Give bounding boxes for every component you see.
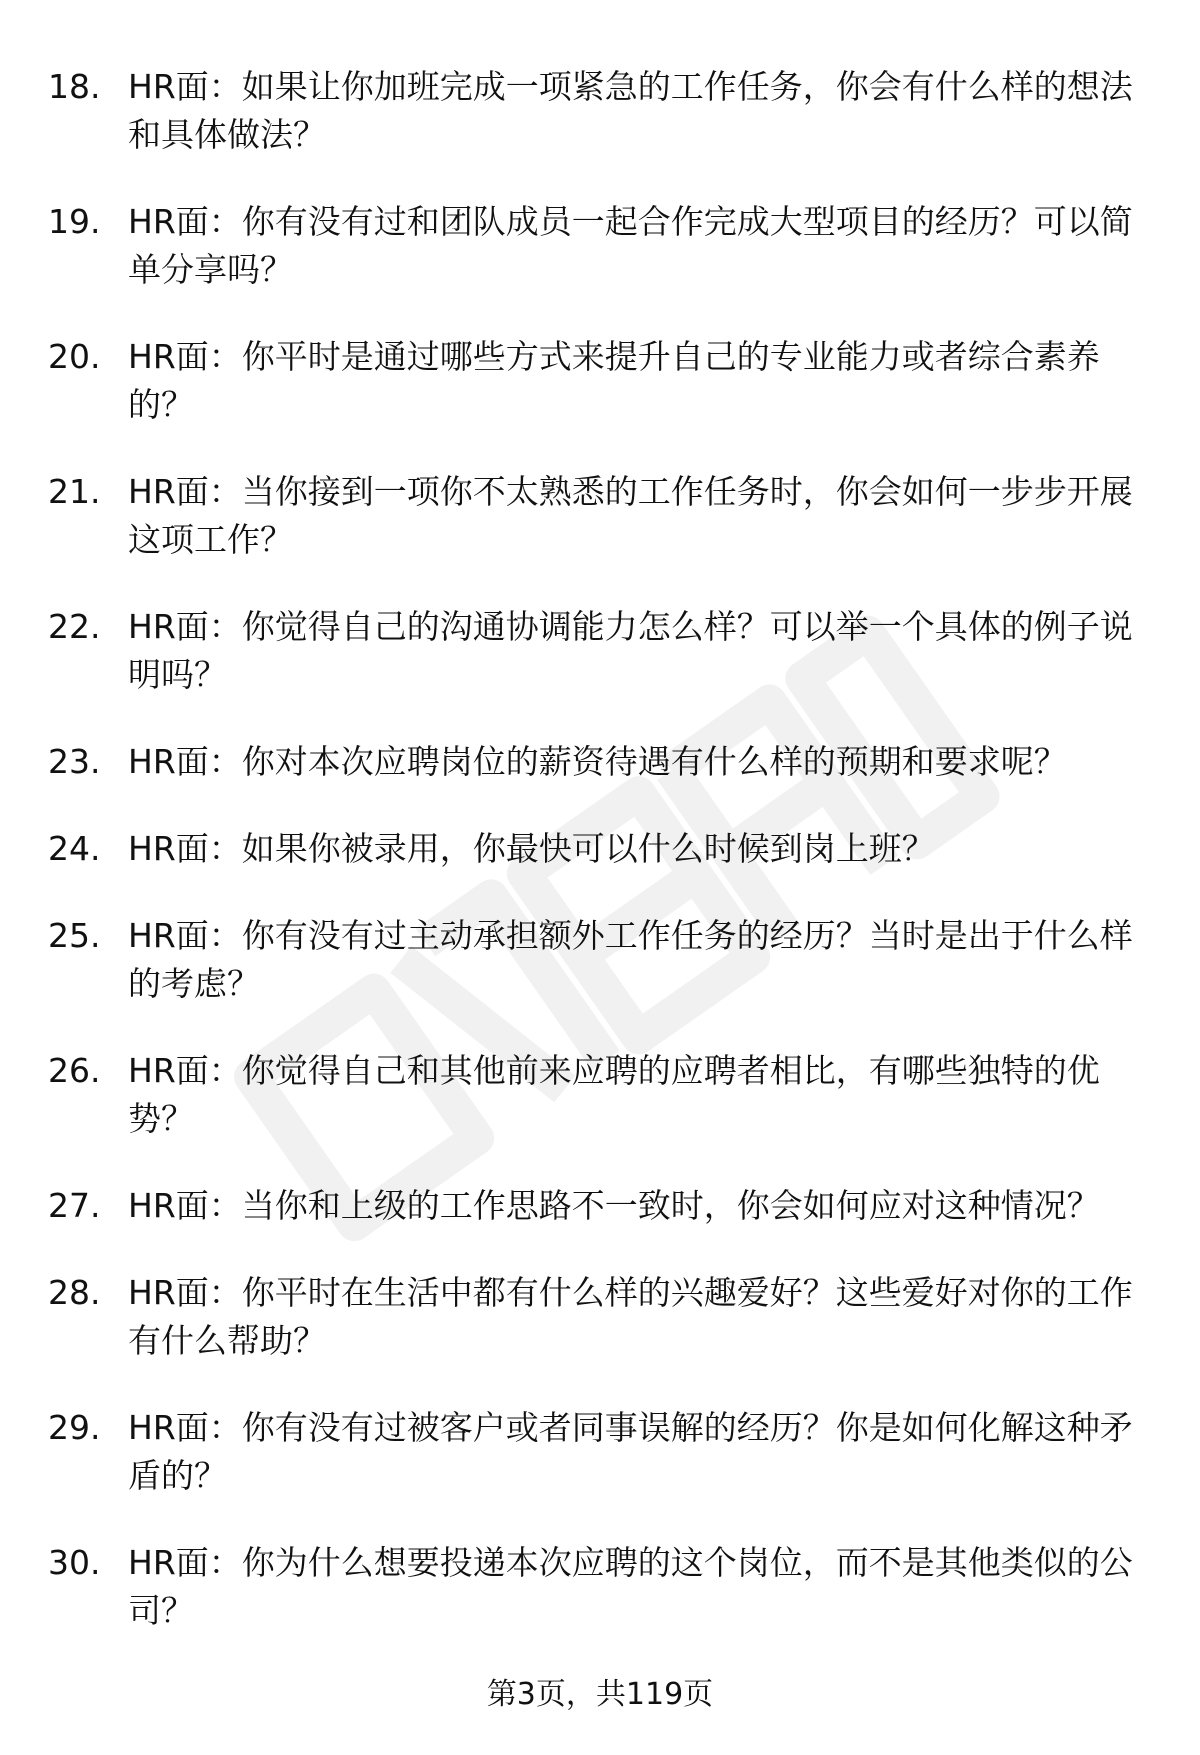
question-text: HR面：你有没有过主动承担额外工作任务的经历？当时是出于什么样的考虑？ bbox=[128, 916, 1133, 1003]
list-item bbox=[0, 825, 1200, 873]
question-number: 25. bbox=[48, 916, 101, 955]
question-number: 27. bbox=[48, 1186, 101, 1225]
question-text: HR面：你对本次应聘岗位的薪资待遇有什么样的预期和要求呢？ bbox=[128, 742, 1067, 781]
question-number: 21. bbox=[48, 472, 101, 511]
question-text: HR面：你有没有过被客户或者同事误解的经历？你是如何化解这种矛盾的？ bbox=[128, 1408, 1133, 1495]
question-number: 20. bbox=[48, 337, 101, 376]
question-text: HR面：如果你被录用，你最快可以什么时候到岗上班？ bbox=[128, 829, 935, 868]
list-item bbox=[0, 468, 1200, 564]
question-number: 28. bbox=[48, 1273, 101, 1312]
question-text: HR面：你有没有过和团队成员一起合作完成大型项目的经历？可以简单分享吗？ bbox=[128, 202, 1133, 289]
question-number: 26. bbox=[48, 1051, 101, 1090]
question-text: HR面：当你接到一项你不太熟悉的工作任务时，你会如何一步步开展这项工作？ bbox=[128, 472, 1133, 559]
question-text: HR面：如果让你加班完成一项紧急的工作任务，你会有什么样的想法和具体做法？ bbox=[128, 67, 1133, 154]
list-item bbox=[0, 912, 1200, 1008]
question-text: HR面：当你和上级的工作思路不一致时，你会如何应对这种情况？ bbox=[128, 1186, 1100, 1225]
question-text: HR面：你平时在生活中都有什么样的兴趣爱好？这些爱好对你的工作有什么帮助？ bbox=[128, 1273, 1133, 1360]
list-item bbox=[0, 333, 1200, 429]
list-item bbox=[0, 738, 1200, 786]
question-text: HR面：你为什么想要投递本次应聘的这个岗位，而不是其他类似的公司？ bbox=[128, 1543, 1133, 1630]
list-item bbox=[0, 198, 1200, 294]
question-number: 30. bbox=[48, 1543, 101, 1582]
question-number: 23. bbox=[48, 742, 101, 781]
page-footer: 第3页，共119页 bbox=[486, 1677, 714, 1712]
list-item bbox=[0, 1404, 1200, 1500]
list-item bbox=[0, 603, 1200, 699]
list-item bbox=[0, 63, 1200, 159]
question-number: 24. bbox=[48, 829, 101, 868]
question-number: 18. bbox=[48, 67, 101, 106]
question-text: HR面：你平时是通过哪些方式来提升自己的专业能力或者综合素养的？ bbox=[128, 337, 1100, 424]
list-item bbox=[0, 1182, 1200, 1230]
list-item bbox=[0, 1539, 1200, 1635]
question-text: HR面：你觉得自己和其他前来应聘的应聘者相比，有哪些独特的优势？ bbox=[128, 1051, 1100, 1138]
question-number: 29. bbox=[48, 1408, 101, 1447]
question-text: HR面：你觉得自己的沟通协调能力怎么样？可以举一个具体的例子说明吗？ bbox=[128, 607, 1133, 694]
question-list bbox=[0, 63, 1200, 1674]
list-item bbox=[0, 1269, 1200, 1365]
list-item bbox=[0, 1047, 1200, 1143]
question-number: 22. bbox=[48, 607, 101, 646]
question-number: 19. bbox=[48, 202, 101, 241]
